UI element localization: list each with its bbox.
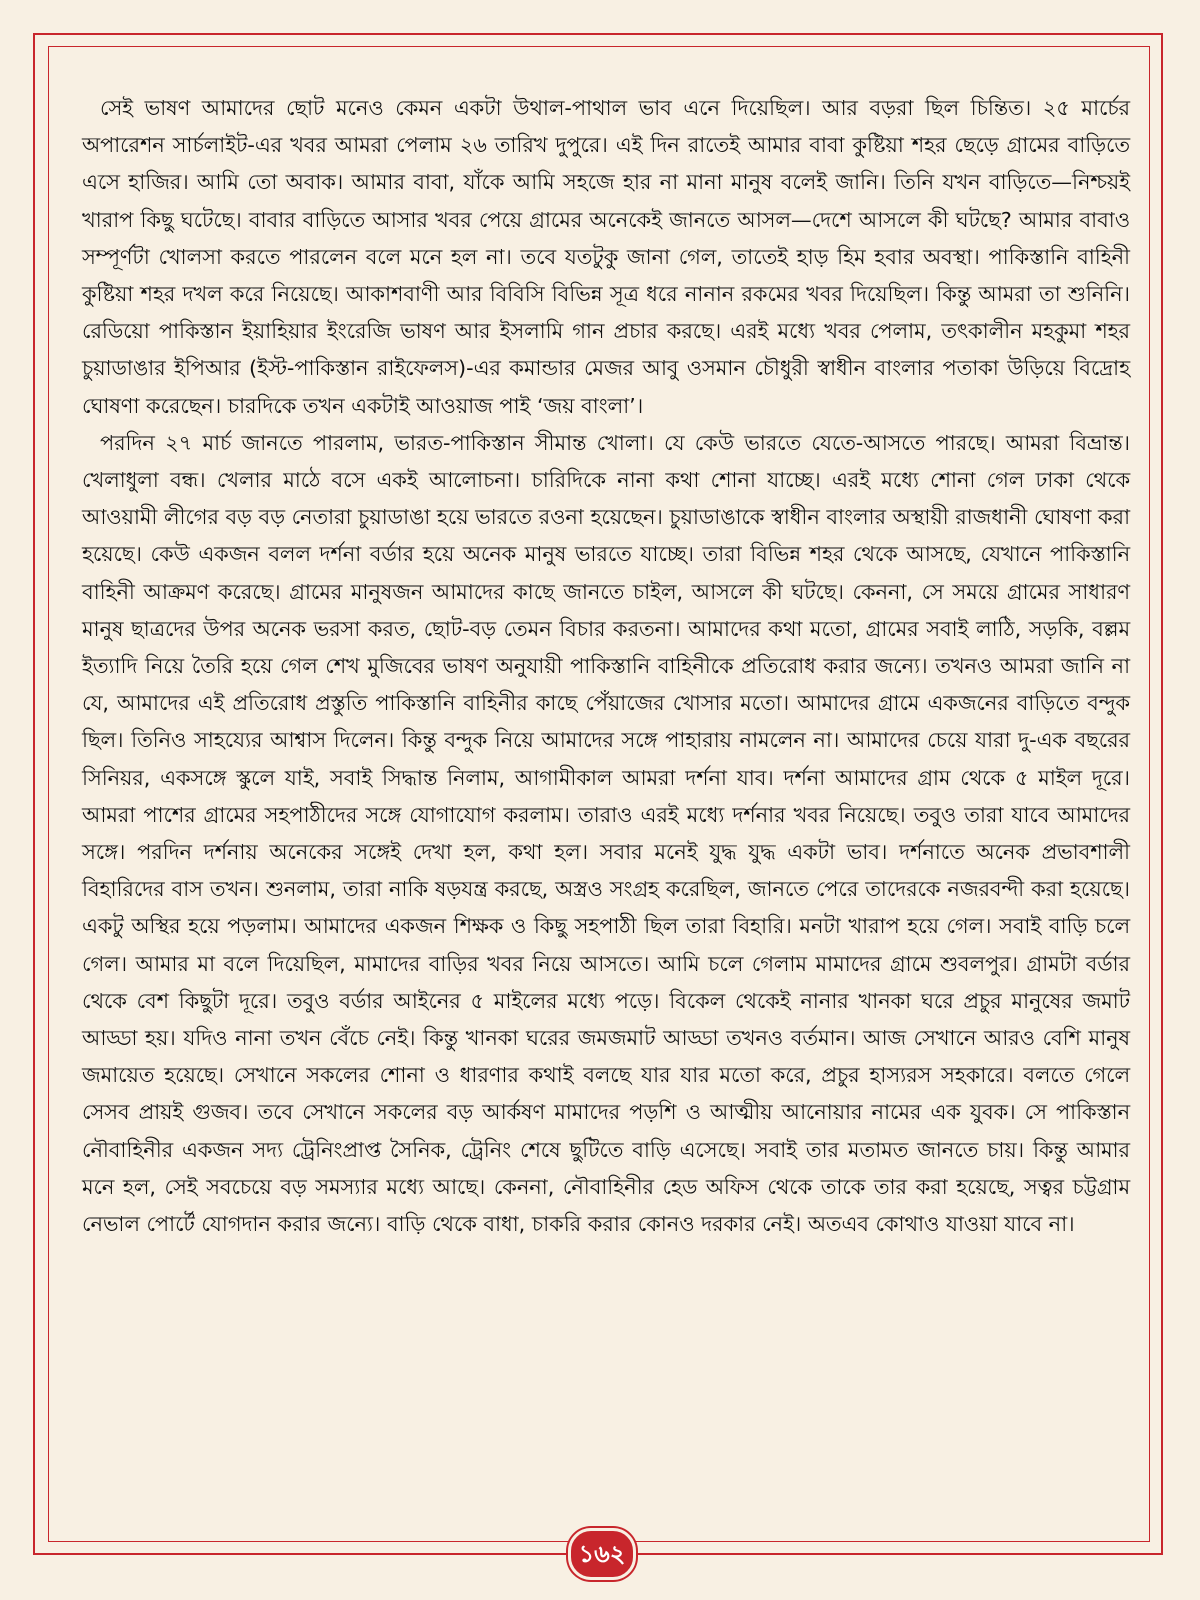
paragraph-1: সেই ভাষণ আমাদের ছোট মনেও কেমন একটা উথাল-পাথাল ভাব এনে দিয়েছিল। আর বড়রা ছিল চিন্তিত। ২৫ মার্চের অপারেশন সার্চলাইট-এর খবর আমরা পেলাম ২৬ তারিখ দুপুরে। এই দিন রাতেই আমার বাবা কুষ্টিয়া শহর ছেড়ে গ্রামের বাড়িতে এসে হাজির। আমি তো অবাক। আমার বাবা, যাঁকে আমি সহজে হার না মানা মানুষ বলেই জানি। তিনি যখন বাড়িতে—নিশ্চয়ই খারাপ কিছু ঘটেছে। বাবার বাড়িতে আসার খবর পেয়ে গ্রামের অনেকেই জানতে আসল—দেশে আসলে কী ঘটছে? আমার বাবাও সম্পূর্ণটা খোলসা করতে পারলেন বলে মনে হল না। তবে যতটুকু জানা গেল, তাতেই হাড় হিম হবার অবস্থা। পাকিস্তানি বাহিনী কুষ্টিয়া শহর দখল করে নিয়েছে। আকাশবাণী আর বিবিসি বিভিন্ন সূত্র ধরে নানান রকমের খবর দিয়েছিল। কিন্তু আমরা তা শুনিনি। রেডিয়ো পাকিস্তান ইয়াহিয়ার ইংরেজি ভাষণ আর ইসলামি গান প্রচার করছে। এরই মধ্যে খবর পেলাম, তৎকালীন মহকুমা শহর চুয়াডাঙার ইপিআর (ইস্ট-পাকিস্তান রাইফেলস)-এর কমান্ডার মেজর আবু ওসমান চৌধুরী স্বাধীন বাংলার পতাকা উড়িয়ে বিদ্রোহ ঘোষণা করেছেন। চারদিকে তখন একটাই আওয়াজ পাই ‘জয় বাংলা’।	[82, 96, 1130, 418]
page-body	[82, 90, 1130, 1243]
page-number-badge	[568, 1528, 636, 1580]
page-number: ১৬২	[578, 1540, 626, 1568]
paragraph-2: পরদিন ২৭ মার্চ জানতে পারলাম, ভারত-পাকিস্তান সীমান্ত খোলা। যে কেউ ভারতে যেতে-আসতে পারছে। আমরা বিভ্রান্ত। খেলাধুলা বন্ধ। খেলার মাঠে বসে একই আলোচনা। চারিদিকে নানা কথা শোনা যাচ্ছে। এরই মধ্যে শোনা গেল ঢাকা থেকে আওয়ামী লীগের বড় বড় নেতারা চুয়াডাঙা হয়ে ভারতে রওনা হয়েছেন। চুয়াডাঙাকে স্বাধীন বাংলার অস্থায়ী রাজধানী ঘোষণা করা হয়েছে। কেউ একজন বলল দর্শনা বর্ডার হয়ে অনেক মানুষ ভারতে যাচ্ছে। তারা বিভিন্ন শহর থেকে আসছে, যেখানে পাকিস্তানি বাহিনী আক্রমণ করেছে। গ্রামের মানুষজন আমাদের কাছে জানতে চাইল, আসলে কী ঘটছে। কেননা, সে সময়ে গ্রামের সাধারণ মানুষ ছাত্রদের উপর অনেক ভরসা করত, ছোট-বড় তেমন বিচার করতনা। আমাদের কথা মতো, গ্রামের সবাই লাঠি, সড়কি, বল্লম ইত্যাদি নিয়ে তৈরি হয়ে গেল শেখ মুজিবের ভাষণ অনুযায়ী পাকিস্তানি বাহিনীকে প্রতিরোধ করার জন্যে। তখনও আমরা জানি না যে, আমাদের এই প্রতিরোধ প্রস্তুতি পাকিস্তানি বাহিনীর কাছে পেঁয়াজের খোসার মতো। আমাদের গ্রামে একজনের বাড়িতে বন্দুক ছিল। তিনিও সাহয্যের আশ্বাস দিলেন। কিন্তু বন্দুক নিয়ে আমাদের সঙ্গে পাহারায় নামলেন না। আমাদের চেয়ে যারা দু-এক বছরের সিনিয়র, একসঙ্গে স্কুলে যাই, সবাই সিদ্ধান্ত নিলাম, আগামীকাল আমরা দর্শনা যাব। দর্শনা আমাদের গ্রাম থেকে ৫ মাইল দূরে। আমরা পাশের গ্রামের সহপাঠীদের সঙ্গে যোগাযোগ করলাম। তারাও এরই মধ্যে দর্শনার খবর নিয়েছে। তবুও তারা যাবে আমাদের সঙ্গে। পরদিন দর্শনায় অনেকের সঙ্গেই দেখা হল, কথা হল। সবার মনেই যুদ্ধ যুদ্ধ একটা ভাব। দর্শনাতে অনেক প্রভাবশালী বিহারিদের বাস তখন। শুনলাম, তারা নাকি ষড়যন্ত্র করছে, অস্ত্রও সংগ্রহ করেছিল, জানতে পেরে তাদেরকে নজরবন্দী করা হয়েছে। একটু অস্থির হয়ে পড়লাম। আমাদের একজন শিক্ষক ও কিছু সহপাঠী ছিল তারা বিহারি। মনটা খারাপ হয়ে গেল। সবাই বাড়ি চলে গেল। আমার মা বলে দিয়েছিল, মামাদের বাড়ির খবর নিয়ে আসতে। আমি চলে গেলাম মামাদের গ্রামে শুবলপুর। গ্রামটা বর্ডার থেকে বেশ কিছুটা দূরে। তবুও বর্ডার আইনের ৫ মাইলের মধ্যে পড়ে। বিকেল থেকেই নানার খানকা ঘরে প্রচুর মানুষের জমাট আড্ডা হয়। যদিও নানা তখন বেঁচে নেই। কিন্তু খানকা ঘরের জমজমাট আড্ডা তখনও বর্তমান। আজ সেখানে আরও বেশি মানুষ জমায়েত হয়েছে। সেখানে সকলের শোনা ও ধারণার কথাই বলছে যার যার মতো করে, প্রচুর হাস্যরস সহকারে। বলতে গেলে সেসব প্রায়ই গুজব। তবে সেখানে সকলের বড় আর্কষণ মামাদের পড়শি ও আত্মীয় আনোয়ার নামের এক যুবক। সে পাকিস্তান নৌবাহিনীর একজন সদ্য ট্রেনিংপ্রাপ্ত সৈনিক, ট্রেনিং শেষে ছুটিতে বাড়ি এসেছে। সবাই তার মতামত জানতে চায়। কিন্তু আমার মনে হল, সেই সবচেয়ে বড় সমস্যার মধ্যে আছে। কেননা, নৌবাহিনীর হেড অফিস থেকে তাকে তার করা হয়েছে, সত্বর চট্টগ্রাম নেভাল পোর্টে যোগদান করার জন্যে। বাড়ি থেকে বাধা, চাকরি করার কোনও দরকার নেই। অতএব কোথাও যাওয়া যাবে না।	[82, 430, 1130, 1237]
